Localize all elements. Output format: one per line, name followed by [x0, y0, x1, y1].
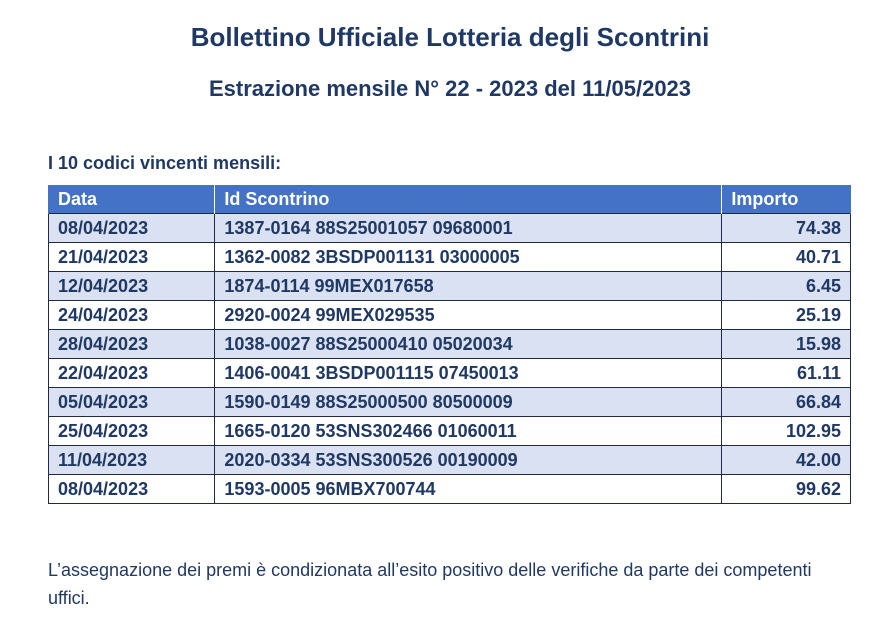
cell-data: 24/04/2023	[49, 301, 215, 330]
winning-codes-table	[48, 185, 851, 504]
cell-importo: 99.62	[722, 475, 851, 504]
cell-data: 08/04/2023	[49, 475, 215, 504]
cell-importo: 25.19	[722, 301, 851, 330]
cell-importo: 6.45	[722, 272, 851, 301]
cell-data: 21/04/2023	[49, 243, 215, 272]
cell-id-scontrino: 1590-0149 88S25000500 80500009	[215, 388, 722, 417]
table-row	[49, 301, 851, 330]
table-row	[49, 243, 851, 272]
table-header-row	[49, 185, 851, 214]
cell-id-scontrino: 1387-0164 88S25001057 09680001	[215, 214, 722, 243]
table-row	[49, 417, 851, 446]
bulletin-title: Bollettino Ufficiale Lotteria degli Scontrini	[190, 22, 710, 52]
cell-data: 11/04/2023	[49, 446, 215, 475]
cell-importo: 42.00	[722, 446, 851, 475]
cell-importo: 74.38	[722, 214, 851, 243]
table-row	[49, 388, 851, 417]
draw-subtitle: Estrazione mensile N° 22 - 2023 del 11/05/2023	[208, 76, 692, 101]
table-row	[49, 446, 851, 475]
cell-id-scontrino: 2920-0024 99MEX029535	[215, 301, 722, 330]
cell-data: 28/04/2023	[49, 330, 215, 359]
cell-importo: 102.95	[722, 417, 851, 446]
cell-id-scontrino: 1593-0005 96MBX700744	[215, 475, 722, 504]
cell-id-scontrino: 1406-0041 3BSDP001115 07450013	[215, 359, 722, 388]
column-header-data: Data	[49, 185, 215, 214]
column-header-importo: Importo	[722, 185, 851, 214]
table-row	[49, 272, 851, 301]
table-row	[49, 475, 851, 504]
cell-importo: 61.11	[722, 359, 851, 388]
table-row	[49, 214, 851, 243]
cell-id-scontrino: 1362-0082 3BSDP001131 03000005	[215, 243, 722, 272]
cell-id-scontrino: 1038-0027 88S25000410 05020034	[215, 330, 722, 359]
winning-codes-label: I 10 codici vincenti mensili:	[48, 153, 282, 173]
table-row	[49, 359, 851, 388]
cell-data: 05/04/2023	[49, 388, 215, 417]
verification-note: L’assegnazione dei premi è condizionata all’esito positivo delle verifiche da parte dei competenti uffici.	[48, 560, 812, 608]
cell-importo: 40.71	[722, 243, 851, 272]
cell-id-scontrino: 1665-0120 53SNS302466 01060011	[215, 417, 722, 446]
cell-data: 08/04/2023	[49, 214, 215, 243]
cell-data: 25/04/2023	[49, 417, 215, 446]
cell-importo: 15.98	[722, 330, 851, 359]
cell-id-scontrino: 2020-0334 53SNS300526 00190009	[215, 446, 722, 475]
table-row	[49, 330, 851, 359]
cell-importo: 66.84	[722, 388, 851, 417]
cell-id-scontrino: 1874-0114 99MEX017658	[215, 272, 722, 301]
column-header-id-scontrino: Id Scontrino	[215, 185, 722, 214]
cell-data: 22/04/2023	[49, 359, 215, 388]
cell-data: 12/04/2023	[49, 272, 215, 301]
